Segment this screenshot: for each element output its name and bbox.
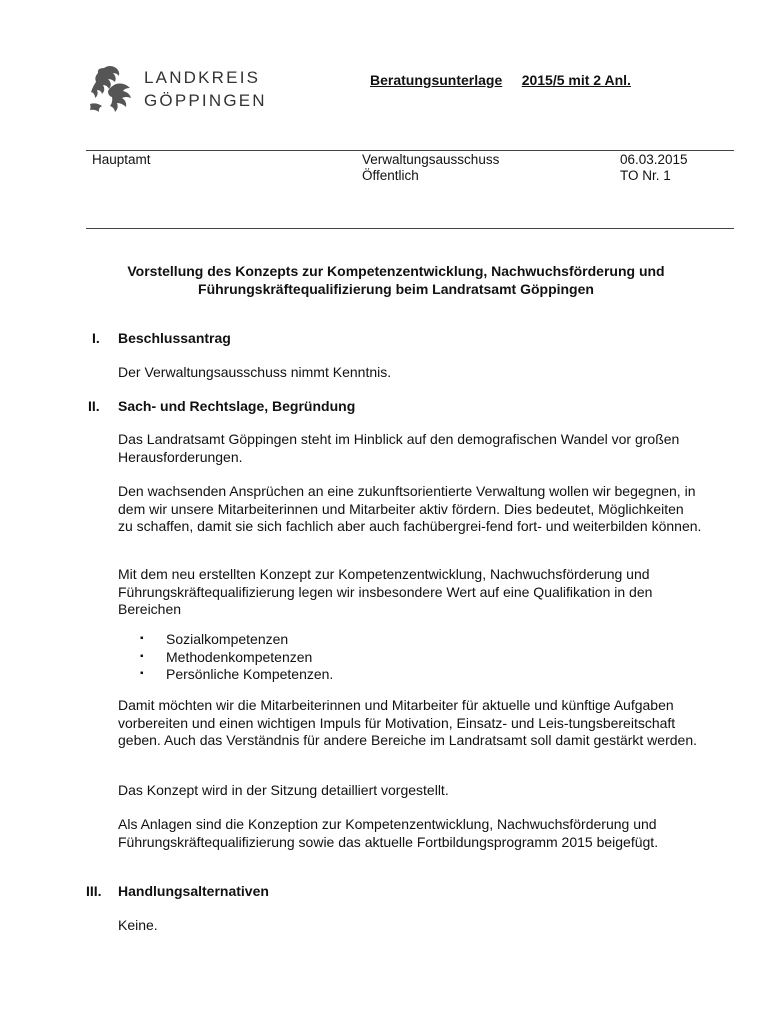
bullet-marker: ▪ xyxy=(140,650,144,662)
bullet-marker: ▪ xyxy=(140,633,144,644)
bullet-text: Sozialkompetenzen xyxy=(166,631,289,647)
section-2-paragraph-1: Das Landratsamt Göppingen steht im Hinblick auf den demografischen Wandel vor großen Herausforderungen. xyxy=(118,431,680,465)
section-3-number: III. xyxy=(86,883,102,899)
section-1-heading: Beschlussantrag xyxy=(118,330,231,346)
agenda-item: TO Nr. 1 xyxy=(620,168,671,183)
bullet-text: Persönliche Kompetenzen. xyxy=(166,666,334,682)
section-3-text: Keine. xyxy=(118,917,158,933)
section-3-heading: Handlungsalternativen xyxy=(118,883,269,899)
logo-text-landkreis: LANDKREIS xyxy=(144,68,261,87)
section-2-paragraph-6: Als Anlagen sind die Konzeption zur Kompetenzentwicklung, Nachwuchsförderung und Führungskräftequalifizierung sowie das aktuelle Fortbildungsprogramm 2015 beigefügt. xyxy=(118,816,659,850)
visibility: Öffentlich xyxy=(362,168,419,183)
bullet-text: Methodenkompetenzen xyxy=(166,648,313,665)
section-2-heading: Sach- und Rechtslage, Begründung xyxy=(118,398,356,414)
divider-bottom xyxy=(86,228,734,229)
heraldic-lion-icon xyxy=(86,64,136,116)
section-2-number: II. xyxy=(88,398,100,414)
reference-number: 2015/5 mit 2 Anl. xyxy=(521,72,631,88)
section-2-paragraph-5: Das Konzept wird in der Sitzung detailliert vorgestellt. xyxy=(118,782,449,798)
section-2-paragraph-2: Den wachsenden Ansprüchen an eine zukunftsorientierte Verwaltung wollen wir begegnen, in dem wir unsere Mitarbeiterinnen und Mitarbeiter aktiv fördern. Dies bedeutet, Möglichkeiten zu schaffen, damit sie sich fachlich aber auch fachübergrei-fend fort- und weiterbilden können. xyxy=(118,483,702,534)
reference-label: Beratungsunterlage xyxy=(370,72,503,88)
section-2-paragraph-4: Damit möchten wir die Mitarbeiterinnen und Mitarbeiter für aktuelle und künftige Aufgaben vorbereiten und einen wichtigen Impuls für Motivation, Einsatz- und Leis-tungsbereitschaft geben. Auch das Verständnis für andere Bereiche im Landratsamt soll damit gestärkt werden. xyxy=(118,697,697,748)
title-line-2: Führungskräftequalifizierung beim Landratsamt Göppingen xyxy=(198,281,594,297)
meeting-date: 06.03.2015 xyxy=(620,152,688,167)
logo-text-goeppingen: GÖPPINGEN xyxy=(144,91,267,110)
committee: Verwaltungsausschuss xyxy=(362,152,500,167)
section-1-text: Der Verwaltungsausschuss nimmt Kenntnis. xyxy=(118,364,392,380)
divider-top xyxy=(86,150,734,151)
landkreis-logo xyxy=(86,64,267,116)
section-1-number: I. xyxy=(92,330,100,346)
title-line-1: Vorstellung des Konzepts zur Kompetenzentwicklung, Nachwuchsförderung und xyxy=(127,263,665,279)
bullet-marker: ▪ xyxy=(140,668,144,679)
document-title xyxy=(86,262,706,298)
department: Hauptamt xyxy=(92,152,151,167)
section-2-paragraph-3: Mit dem neu erstellten Konzept zur Kompetenzentwicklung, Nachwuchsförderung und Führungskräftequalifizierung legen wir insbesondere Wert auf eine Qualifikation in den Bereichen xyxy=(118,566,653,617)
document-reference xyxy=(370,72,631,88)
